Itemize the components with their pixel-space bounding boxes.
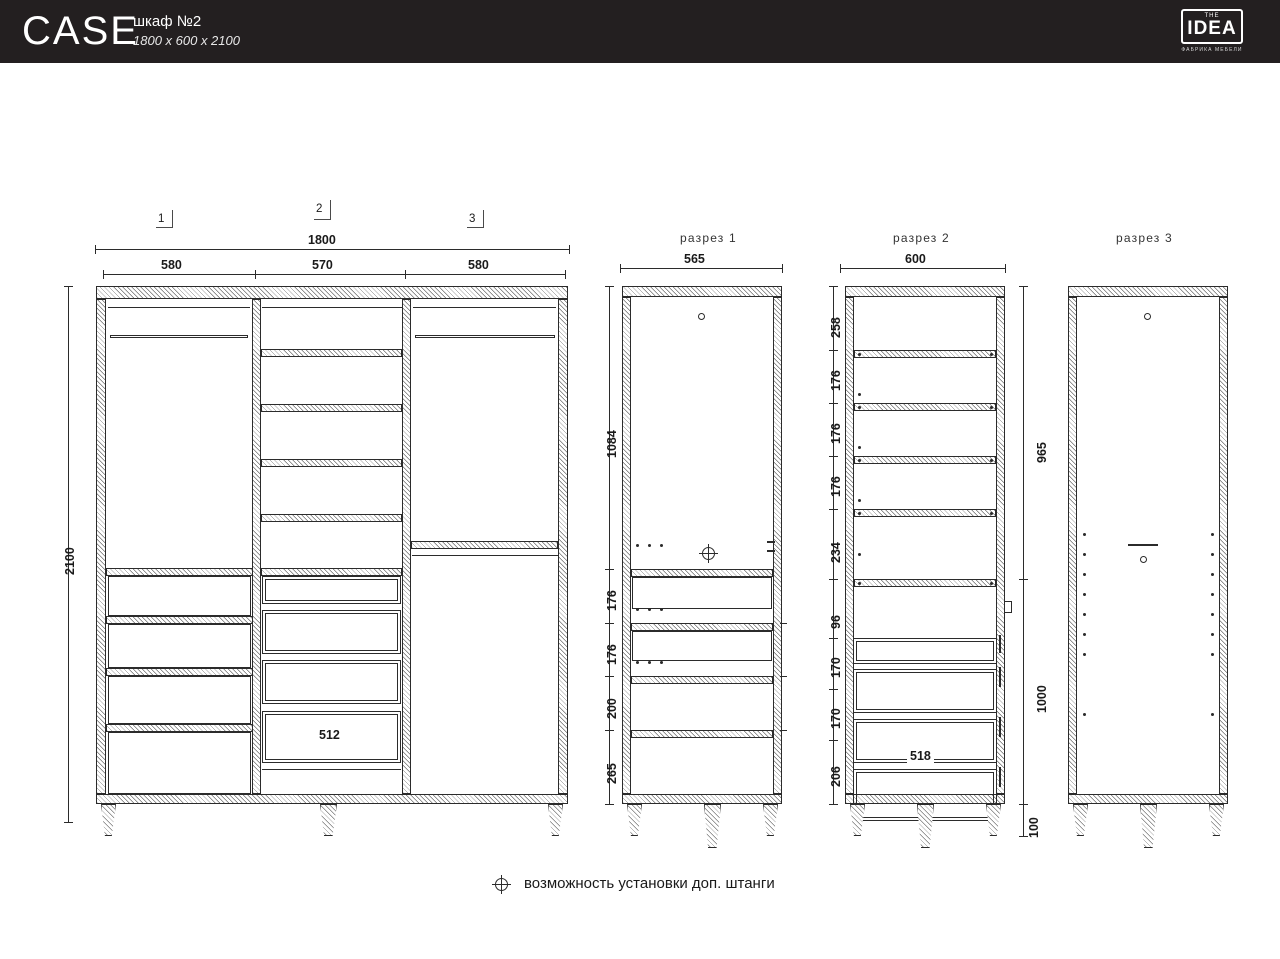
front-divider-left	[252, 299, 261, 794]
front-drawer-width-label: 512	[316, 728, 343, 742]
callout-1-tick	[156, 227, 173, 228]
section1-top-panel	[622, 286, 782, 297]
section3-dot-r4	[1211, 593, 1214, 596]
front-left-drawer-1[interactable]	[108, 576, 251, 616]
front-bottom-panel	[96, 794, 568, 804]
section1-hinge-1	[767, 541, 775, 543]
front-left-drawer-2[interactable]	[108, 624, 251, 668]
section1-width-tick-left	[620, 264, 621, 273]
section2-leg-3	[986, 804, 1001, 836]
section3-dot-r1	[1211, 533, 1214, 536]
section2-height-100: 100	[1027, 817, 1041, 838]
footnote-marker-icon	[492, 875, 511, 894]
callout-1-label: 1	[158, 213, 165, 225]
section1-leg-3	[763, 804, 778, 836]
section3-right-side	[1219, 297, 1228, 794]
section2-height-170b: 170	[829, 708, 843, 729]
section1-width-dimline	[620, 268, 783, 269]
section1-dot-g	[636, 661, 639, 664]
section2-drawer-2-inner	[856, 672, 994, 710]
section2-dot-2	[858, 393, 861, 396]
front-left-shelf-2	[106, 616, 253, 624]
section3-dot-r7	[1211, 653, 1214, 656]
section1-right-side	[773, 297, 782, 794]
section3-top-panel	[1068, 286, 1228, 297]
section1-height-265: 265	[605, 763, 619, 784]
section3-rod-hole	[1144, 313, 1151, 320]
section1-dot-e	[648, 608, 651, 611]
front-left-shelf-1	[106, 568, 253, 576]
callout-3-label: 3	[469, 213, 476, 225]
section2-dot-r1	[990, 353, 993, 356]
front-leg-1	[101, 804, 116, 836]
section1-dot-a	[636, 544, 639, 547]
front-mid-shelf-4	[261, 514, 402, 522]
section3-dot-l2	[1083, 553, 1086, 556]
section2-drawer-width-label: 518	[907, 749, 934, 763]
section1-shelf-2	[631, 623, 773, 631]
section2-dot-r5	[990, 582, 993, 585]
front-seg-tick-0	[103, 270, 104, 279]
section1-dot-d	[636, 608, 639, 611]
front-total-height: 2100	[63, 547, 77, 575]
section2-height-176a: 176	[829, 370, 843, 391]
front-mid-shelf-1	[261, 349, 402, 357]
section2-height-176b: 176	[829, 423, 843, 444]
section1-width-tick-right	[782, 264, 783, 273]
section3-leg-2	[1140, 804, 1157, 848]
section2-width-dimline	[840, 268, 1006, 269]
callout-1-leader	[172, 210, 173, 227]
section1-mark-2	[780, 676, 787, 677]
section3-bottom-panel	[1068, 794, 1228, 804]
section2-drawer-1-inner	[856, 641, 994, 661]
section3-dot-l6	[1083, 633, 1086, 636]
front-left-shelf-3	[106, 668, 253, 676]
front-seg-tick-2	[405, 270, 406, 279]
section2-runner-4	[999, 767, 1001, 787]
section2-dot-1	[858, 353, 861, 356]
section1-shelf-3	[631, 676, 773, 684]
section2-dim-206-tick	[829, 804, 838, 805]
front-width-seg-2: 570	[312, 258, 333, 272]
section1-height-176a: 176	[605, 590, 619, 611]
front-seg-tick-1	[255, 270, 256, 279]
section2-dot-r3	[990, 459, 993, 462]
section3-leg-1	[1073, 804, 1088, 836]
section2-runner-1	[999, 635, 1001, 653]
section1-dot-i	[660, 661, 663, 664]
logo-box	[1181, 9, 1242, 44]
section1-height-1084: 1084	[605, 430, 619, 458]
front-mid-drawer-1-inner	[265, 579, 398, 601]
section1-hinge-2	[767, 550, 775, 552]
section3-dot-l4	[1083, 593, 1086, 596]
section3-leg-3	[1209, 804, 1224, 836]
section2-dot-4	[858, 446, 861, 449]
section2-shelf-5	[854, 579, 996, 587]
section2-hinge	[1004, 601, 1012, 613]
section2-dim-258-tick-top	[829, 286, 838, 287]
section1-left-side	[622, 297, 631, 794]
page-header	[0, 0, 1280, 63]
section3-dot-l5	[1083, 613, 1086, 616]
section1-dot-h	[648, 661, 651, 664]
section1-leg-2	[704, 804, 721, 848]
front-seg-dimline	[103, 274, 566, 275]
section2-height-170a: 170	[829, 657, 843, 678]
section1-dim-1084-tick-top	[605, 286, 614, 287]
product-dimensions: 1800 x 600 x 2100	[133, 33, 240, 48]
section-1-title: разрез 1	[680, 231, 737, 245]
section1-height-176b: 176	[605, 644, 619, 665]
section2-dot-7	[858, 512, 861, 515]
front-left-side	[96, 299, 106, 794]
front-mid-top-trim	[262, 307, 402, 308]
brand-logo	[1168, 9, 1256, 55]
front-total-width: 1800	[308, 233, 336, 247]
front-right-top-trim	[413, 307, 556, 308]
section2-shelf-1	[854, 350, 996, 358]
section3-dot-l8	[1083, 713, 1086, 716]
section1-shelf-1	[631, 569, 773, 577]
section3-shelf-mark	[1128, 544, 1158, 546]
front-left-drawer-4[interactable]	[108, 732, 251, 794]
section2-height-965: 965	[1035, 442, 1049, 463]
section2-dot-8	[858, 553, 861, 556]
section3-dot-l3	[1083, 573, 1086, 576]
section3-dot-r5	[1211, 613, 1214, 616]
section2-dim-96	[833, 579, 834, 638]
front-width-tick-left	[95, 245, 96, 254]
front-width-seg-1: 580	[161, 258, 182, 272]
section1-dim-1084	[609, 286, 610, 569]
logo-idea: IDEA	[1187, 18, 1237, 39]
section3-hole	[1140, 556, 1147, 563]
section2-height-96: 96	[829, 615, 843, 629]
footnote-text: возможность установки доп. штанги	[524, 875, 775, 892]
front-width-tick-right	[569, 245, 570, 254]
section2-height-234: 234	[829, 542, 843, 563]
front-mid-shelf-2	[261, 404, 402, 412]
section2-height-176c: 176	[829, 476, 843, 497]
section2-dot-r4	[990, 512, 993, 515]
logo-the: THE	[1204, 13, 1220, 19]
front-height-tick-top	[64, 286, 73, 287]
section2-dot-5	[858, 459, 861, 462]
section2-dot-9	[858, 582, 861, 585]
section2-dot-3	[858, 406, 861, 409]
front-mid-shelf-5	[261, 568, 402, 576]
section2-height-1000: 1000	[1035, 685, 1049, 713]
section2-dim-965	[1023, 286, 1024, 579]
section2-runner-2	[999, 667, 1001, 687]
section3-dot-r8	[1211, 713, 1214, 716]
logo-tagline: ФАБРИКА МЕБЕЛИ	[1181, 47, 1243, 53]
section1-dot-b	[648, 544, 651, 547]
section3-dot-r3	[1211, 573, 1214, 576]
drawing-stage	[0, 63, 1280, 959]
front-seg-tick-3	[565, 270, 566, 279]
section1-rod-hole	[698, 313, 705, 320]
section2-height-258: 258	[829, 317, 843, 338]
front-left-shelf-4	[106, 724, 253, 732]
section2-dim-965-tick-top	[1019, 286, 1028, 287]
product-subtitle: шкаф №2	[133, 13, 202, 30]
front-mid-bottom-line	[262, 769, 401, 770]
front-mid-drawer-3-inner	[265, 663, 398, 701]
section2-shelf-2	[854, 403, 996, 411]
callout-3-tick	[467, 227, 484, 228]
section2-width-label: 600	[905, 252, 926, 266]
section2-width-tick-right	[1005, 264, 1006, 273]
front-left-drawer-3[interactable]	[108, 676, 251, 724]
section2-leg-1	[850, 804, 865, 836]
section1-shelf-4	[631, 730, 773, 738]
section-2-title: разрез 2	[893, 231, 950, 245]
section1-dot-c	[660, 544, 663, 547]
front-top-panel	[96, 286, 568, 299]
section2-dim-100	[1023, 804, 1024, 836]
section2-shelf-3	[854, 456, 996, 464]
front-height-tick-bottom	[64, 822, 73, 823]
section1-mark-1	[780, 623, 787, 624]
section1-height-200: 200	[605, 698, 619, 719]
front-right-shelf	[411, 541, 558, 549]
section1-dot-f	[660, 608, 663, 611]
section2-top-panel	[845, 286, 1005, 297]
callout-3-leader	[483, 210, 484, 227]
section3-left-side	[1068, 297, 1077, 794]
section1-drawer-2[interactable]	[632, 631, 772, 661]
section2-dot-6	[858, 499, 861, 502]
section2-width-tick-left	[840, 264, 841, 273]
section1-bottom-panel	[622, 794, 782, 804]
section-3-title: разрез 3	[1116, 231, 1173, 245]
section2-dot-r2	[990, 406, 993, 409]
callout-2-leader	[330, 200, 331, 219]
front-divider-right	[402, 299, 411, 794]
section3-dot-l7	[1083, 653, 1086, 656]
front-right-hanging-rod	[415, 335, 555, 338]
front-leg-2	[320, 804, 337, 836]
section3-dot-r2	[1211, 553, 1214, 556]
callout-2-tick	[314, 219, 331, 220]
section2-height-206: 206	[829, 766, 843, 787]
front-left-hanging-rod	[110, 335, 248, 338]
section3-dot-r6	[1211, 633, 1214, 636]
front-right-side	[558, 299, 568, 794]
front-leg-3	[548, 804, 563, 836]
section3-dot-l1	[1083, 533, 1086, 536]
section1-mark-3	[780, 730, 787, 731]
front-mid-drawer-2-inner	[265, 613, 398, 651]
section2-dim-1000	[1023, 579, 1024, 804]
section2-leg-2	[917, 804, 934, 848]
section1-leg-1	[627, 804, 642, 836]
front-width-dimline	[95, 249, 570, 250]
callout-2-label: 2	[316, 203, 323, 215]
section1-drawer-1[interactable]	[632, 577, 772, 609]
front-right-divider-line	[412, 555, 558, 556]
front-left-top-trim	[108, 307, 250, 308]
section2-shelf-4	[854, 509, 996, 517]
section1-dim-265-tick	[605, 804, 614, 805]
section1-width-label: 565	[684, 252, 705, 266]
page-title: CASE	[22, 9, 139, 53]
front-mid-shelf-3	[261, 459, 402, 467]
section2-runner-3	[999, 717, 1001, 737]
section1-extra-rod-marker	[699, 544, 718, 563]
front-width-seg-3: 580	[468, 258, 489, 272]
